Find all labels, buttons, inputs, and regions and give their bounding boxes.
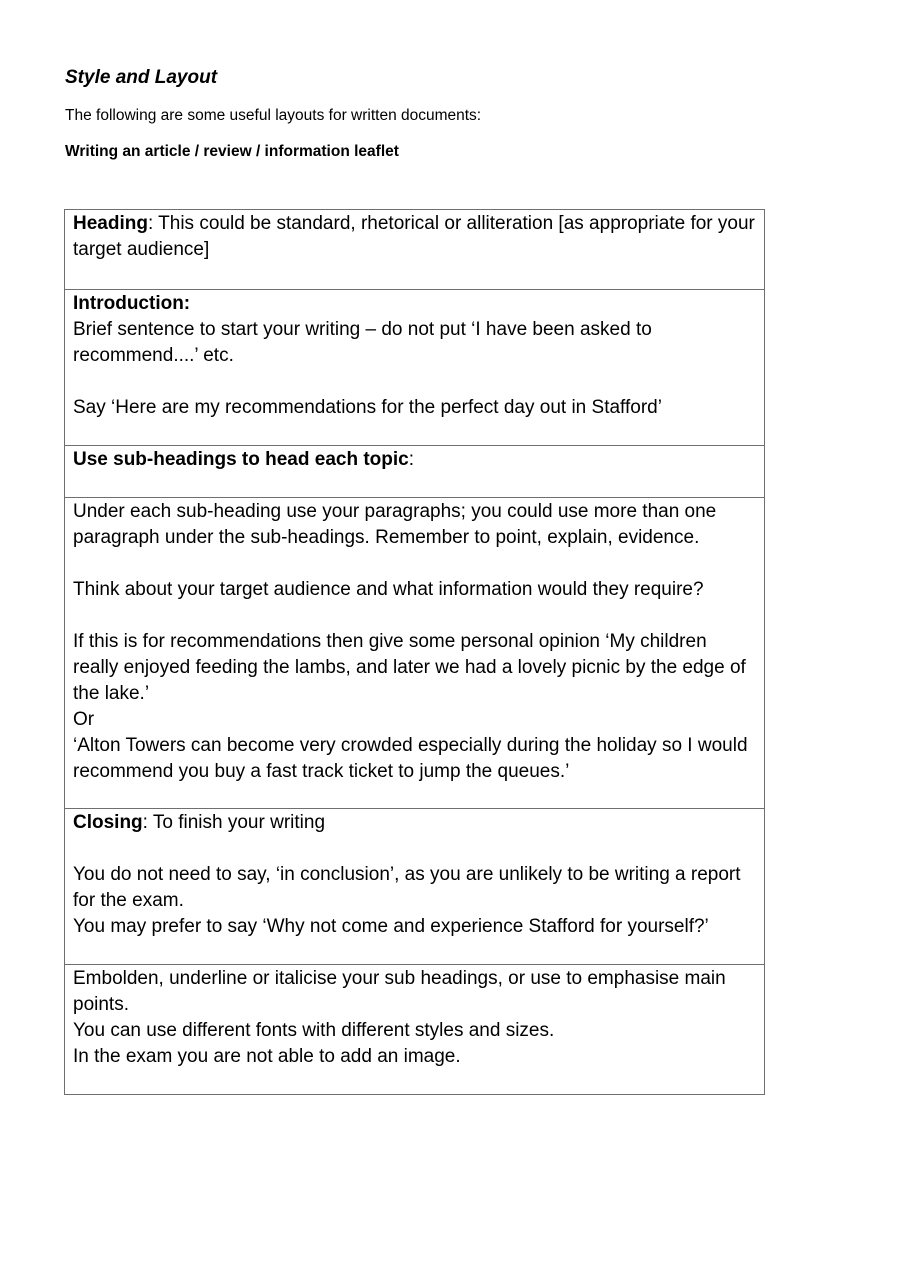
introduction-line-2: Say ‘Here are my recommendations for the perfect day out in Stafford’: [73, 397, 662, 418]
closing-text: : To finish your writing: [142, 812, 326, 833]
paragraphs-p3: If this is for recommendations then give some personal opinion ‘My children really enjoyed feeding the lambs, and later we had a lovely picnic by the edge of the lake.’: [73, 631, 746, 704]
page-title: Style and Layout: [65, 67, 218, 88]
table-row-formatting: [65, 964, 764, 1094]
paragraphs-p4: Or: [73, 709, 95, 730]
closing-p1: You do not need to say, ‘in conclusion’, as you are unlikely to be writing a report for the exam.: [73, 864, 741, 911]
introduction-line-1: Brief sentence to start your writing – do not put ‘I have been asked to recommend....’ etc.: [73, 319, 652, 366]
subheadings-paragraph: [73, 447, 756, 473]
section-subtitle: Writing an article / review / information leaflet: [65, 143, 399, 160]
introduction-label: Introduction:: [73, 293, 191, 314]
table-row-subheadings: [65, 445, 764, 497]
closing-p2: You may prefer to say ‘Why not come and experience Stafford for yourself?’: [73, 916, 709, 937]
closing-label: Closing: [73, 812, 143, 833]
closing-paragraph: [73, 810, 756, 836]
table-row-introduction: [65, 289, 764, 445]
subheadings-suffix: :: [408, 449, 415, 470]
table-row-closing: [65, 808, 764, 964]
heading-text: : This could be standard, rhetorical or alliteration [as appropriate for your target audience]: [73, 213, 755, 260]
table-row-paragraphs: [65, 497, 764, 808]
formatting-p3: In the exam you are not able to add an image.: [73, 1046, 461, 1067]
formatting-p2: You can use different fonts with different styles and sizes.: [73, 1020, 555, 1041]
subheadings-label: Use sub-headings to head each topic: [73, 449, 409, 470]
heading-paragraph: [73, 211, 756, 263]
layout-table: [64, 209, 765, 1095]
paragraphs-p5: ‘Alton Towers can become very crowded especially during the holiday so I would recommend you buy a fast track ticket to jump the queues.’: [73, 735, 748, 782]
formatting-p1: Embolden, underline or italicise your sub headings, or use to emphasise main points.: [73, 968, 726, 1015]
paragraphs-p2: Think about your target audience and what information would they require?: [73, 579, 704, 600]
intro-text: The following are some useful layouts for written documents:: [65, 107, 482, 124]
paragraphs-p1: Under each sub-heading use your paragraphs; you could use more than one paragraph under the sub-headings. Remember to point, explain, evidence.: [73, 501, 717, 548]
table-row-heading: [65, 210, 764, 289]
heading-label: Heading: [73, 213, 148, 234]
